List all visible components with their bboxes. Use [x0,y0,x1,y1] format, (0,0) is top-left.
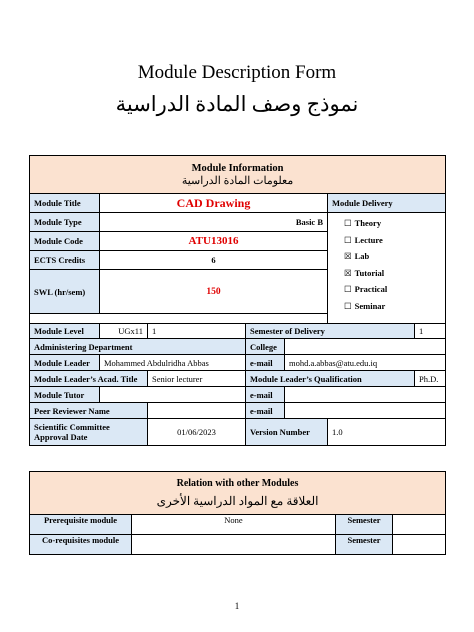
committee-approval-label: Scientific Committee Approval Date [30,419,148,446]
form-title-arabic: نموذج وصف المادة الدراسية [115,92,359,116]
leader-email-value: mohd.a.abbas@atu.edu.iq [285,355,446,371]
prerequisite-label: Prerequisite module [30,515,132,535]
unchecked-box-icon[interactable]: ☐ [344,218,352,228]
module-level-label: Module Level [30,324,100,339]
module-type-label: Module Type [30,213,100,232]
corequisite-semester-value [393,535,446,555]
delivery-option-label: Practical [354,284,388,294]
delivery-option-label: Lecture [354,234,383,245]
module-title-label: Module Title [30,194,100,213]
semester-of-delivery-value: 1 [415,324,446,339]
delivery-option-label: Seminar [354,300,386,311]
delivery-option-lecture [344,232,445,249]
leader-qualification-value: Ph.D. [415,371,446,387]
delivery-option-seminar [344,298,445,315]
prerequisite-semester-label: Semester [336,515,393,535]
swl-value: 150 [100,270,328,314]
module-information-header-ar: معلومات المادة الدراسية [181,174,294,187]
tutor-email-label: e-mail [246,387,285,403]
relation-modules-table [29,471,446,555]
relation-header [30,472,446,515]
delivery-option-practical [344,281,445,298]
module-level-value: 1 [148,324,246,339]
module-tutor-value [100,387,246,403]
corequisite-label: Co-requisites module [30,535,132,555]
spacer-cell [30,314,328,324]
leader-acad-title-label: Module Leader’s Acad. Title [30,371,148,387]
relation-header-ar: العلاقة مع المواد الدراسية الأخرى [156,493,319,508]
delivery-option-tutorial [344,265,445,282]
unchecked-box-icon[interactable]: ☐ [344,234,352,245]
corequisite-value [132,535,336,555]
module-level-code: UGx11 [100,324,148,339]
prerequisite-value: None [132,515,336,535]
module-leader-value: Mohammed Abdulridha Abbas [100,355,246,371]
committee-approval-date: 01/06/2023 [148,419,246,446]
module-title-value: CAD Drawing [100,194,328,213]
leader-email-label: e-mail [246,355,285,371]
corequisite-semester-label: Semester [336,535,393,555]
page-number: 1 [234,601,240,611]
tutor-email-value [285,387,446,403]
version-number-value: 1.0 [328,419,446,446]
ects-credits-label: ECTS Credits [30,251,100,270]
delivery-option-theory [344,215,445,232]
peer-reviewer-value [148,403,246,419]
module-delivery-label: Module Delivery [328,194,446,213]
module-leader-label: Module Leader [30,355,100,371]
module-delivery-options [328,213,446,324]
swl-label: SWL (hr/sem) [30,270,100,314]
unchecked-box-icon[interactable]: ☐ [344,300,352,311]
ects-credits-value: 6 [100,251,328,270]
prerequisite-semester-value [393,515,446,535]
checked-box-icon[interactable]: ☒ [344,267,352,278]
module-code-label: Module Code [30,232,100,251]
delivery-option-label: Tutorial [354,267,385,278]
module-information-header-en: Module Information [191,162,284,174]
leader-qualification-label: Module Leader’s Qualification [246,371,415,387]
college-label: College [246,339,285,355]
module-code-value: ATU13016 [100,232,328,251]
delivery-option-label: Lab [354,251,370,261]
module-information-header [30,156,446,194]
reviewer-email-value [285,403,446,419]
college-value [285,339,446,355]
checked-box-icon[interactable]: ☒ [344,251,352,261]
delivery-option-lab [344,248,445,265]
module-tutor-label: Module Tutor [30,387,100,403]
form-title-english: Module Description Form [137,62,337,83]
module-information-table [29,155,446,446]
peer-reviewer-label: Peer Reviewer Name [30,403,148,419]
reviewer-email-label: e-mail [246,403,285,419]
unchecked-box-icon[interactable]: ☐ [344,284,352,294]
leader-acad-title-value: Senior lecturer [148,371,246,387]
module-type-value: Basic B [100,213,328,232]
relation-header-en: Relation with other Modules [176,477,299,489]
version-number-label: Version Number [246,419,328,446]
delivery-option-label: Theory [354,218,382,228]
administering-department-label: Administering Department [30,339,246,355]
semester-of-delivery-label: Semester of Delivery [246,324,415,339]
